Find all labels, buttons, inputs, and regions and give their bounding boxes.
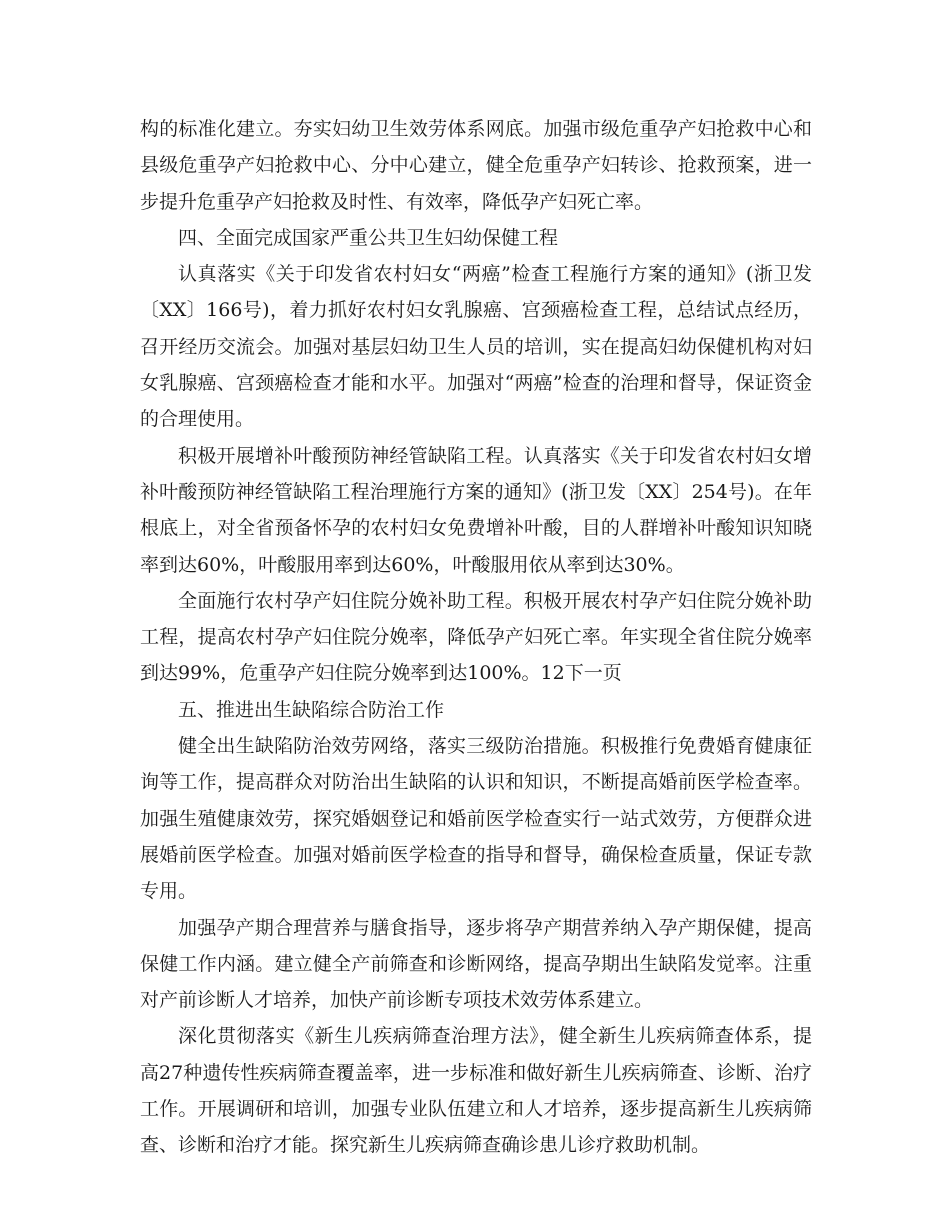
section-heading-5: 五、推进出生缺陷综合防治工作 — [178, 698, 445, 721]
paragraph-newborn-screening: 深化贯彻落实《新生儿疾病筛查治理方法》，健全新生儿疾病筛查体系，提高27种遗传性疾病筛查覆盖率，进一步标准和做好新生儿疾病筛查、诊断、治疗工作。开展调研和培训，加强专业队伍建立和人才培养，逐步提高新生儿疾病筛查、诊断和治疗才能。探究新生儿疾病筛查确诊患儿诊疗救助机制。 — [140, 1025, 812, 1157]
paragraph-birth-defect-network: 健全出生缺陷防治效劳网络，落实三级防治措施。积极推行免费婚育健康征询等工作，提高群众对防治出生缺陷的认识和知识，不断提高婚前医学检查率。加强生殖健康效劳，探究婚姻登记和婚前医学检查实行一站式效劳，方便群众进展婚前医学检查。加强对婚前医学检查的指导和督导，确保检查质量，保证专款专用。 — [140, 735, 812, 903]
section-heading-4: 四、全面完成国家严重公共卫生妇幼保健工程 — [178, 226, 559, 249]
paragraph-two-cancer-screening: 认真落实《关于印发省农村妇女“两癌”检查工程施行方案的通知》(浙卫发〔XX〕166号)，着力抓好农村妇女乳腺癌、宫颈癌检查工程，总结试点经历，召开经历交流会。加强对基层妇幼卫生人员的培训，实在提高妇幼保健机构对妇女乳腺癌、宫颈癌检查才能和水平。加强对“两癌”检查的治理和督导，保证资金的合理使用。 — [140, 263, 812, 431]
paragraph-folic-acid: 积极开展增补叶酸预防神经管缺陷工程。认真落实《关于印发省农村妇女增补叶酸预防神经管缺陷工程治理施行方案的通知》(浙卫发〔XX〕254号)。在年根底上，对全省预备怀孕的农村妇女免费增补叶酸，目的人群增补叶酸知识知晓率到达60%，叶酸服用率到达60%，叶酸服用依从率到达30%。 — [140, 444, 812, 576]
paragraph-prenatal-nutrition: 加强孕产期合理营养与膳食指导，逐步将孕产期营养纳入孕产期保健，提高保健工作内涵。建立健全产前筛查和诊断网络，提高孕期出生缺陷发觉率。注重对产前诊断人才培养，加快产前诊断专项技术效劳体系建立。 — [140, 916, 812, 1012]
paragraph-continuation: 构的标准化建立。夯实妇幼卫生效劳体系网底。加强市级危重孕产妇抢救中心和县级危重孕产妇抢救中心、分中心建立，健全危重孕产妇转诊、抢救预案，进一步提升危重孕产妇抢救及时性、有效率，降低孕产妇死亡率。 — [140, 118, 812, 213]
document-body — [140, 111, 812, 1164]
paragraph-hospital-delivery: 全面施行农村孕产妇住院分娩补助工程。积极开展农村孕产妇住院分娩补助工程，提高农村孕产妇住院分娩率，降低孕产妇死亡率。年实现全省住院分娩率到达99%，危重孕产妇住院分娩率到达100%。12下一页 — [140, 589, 812, 685]
